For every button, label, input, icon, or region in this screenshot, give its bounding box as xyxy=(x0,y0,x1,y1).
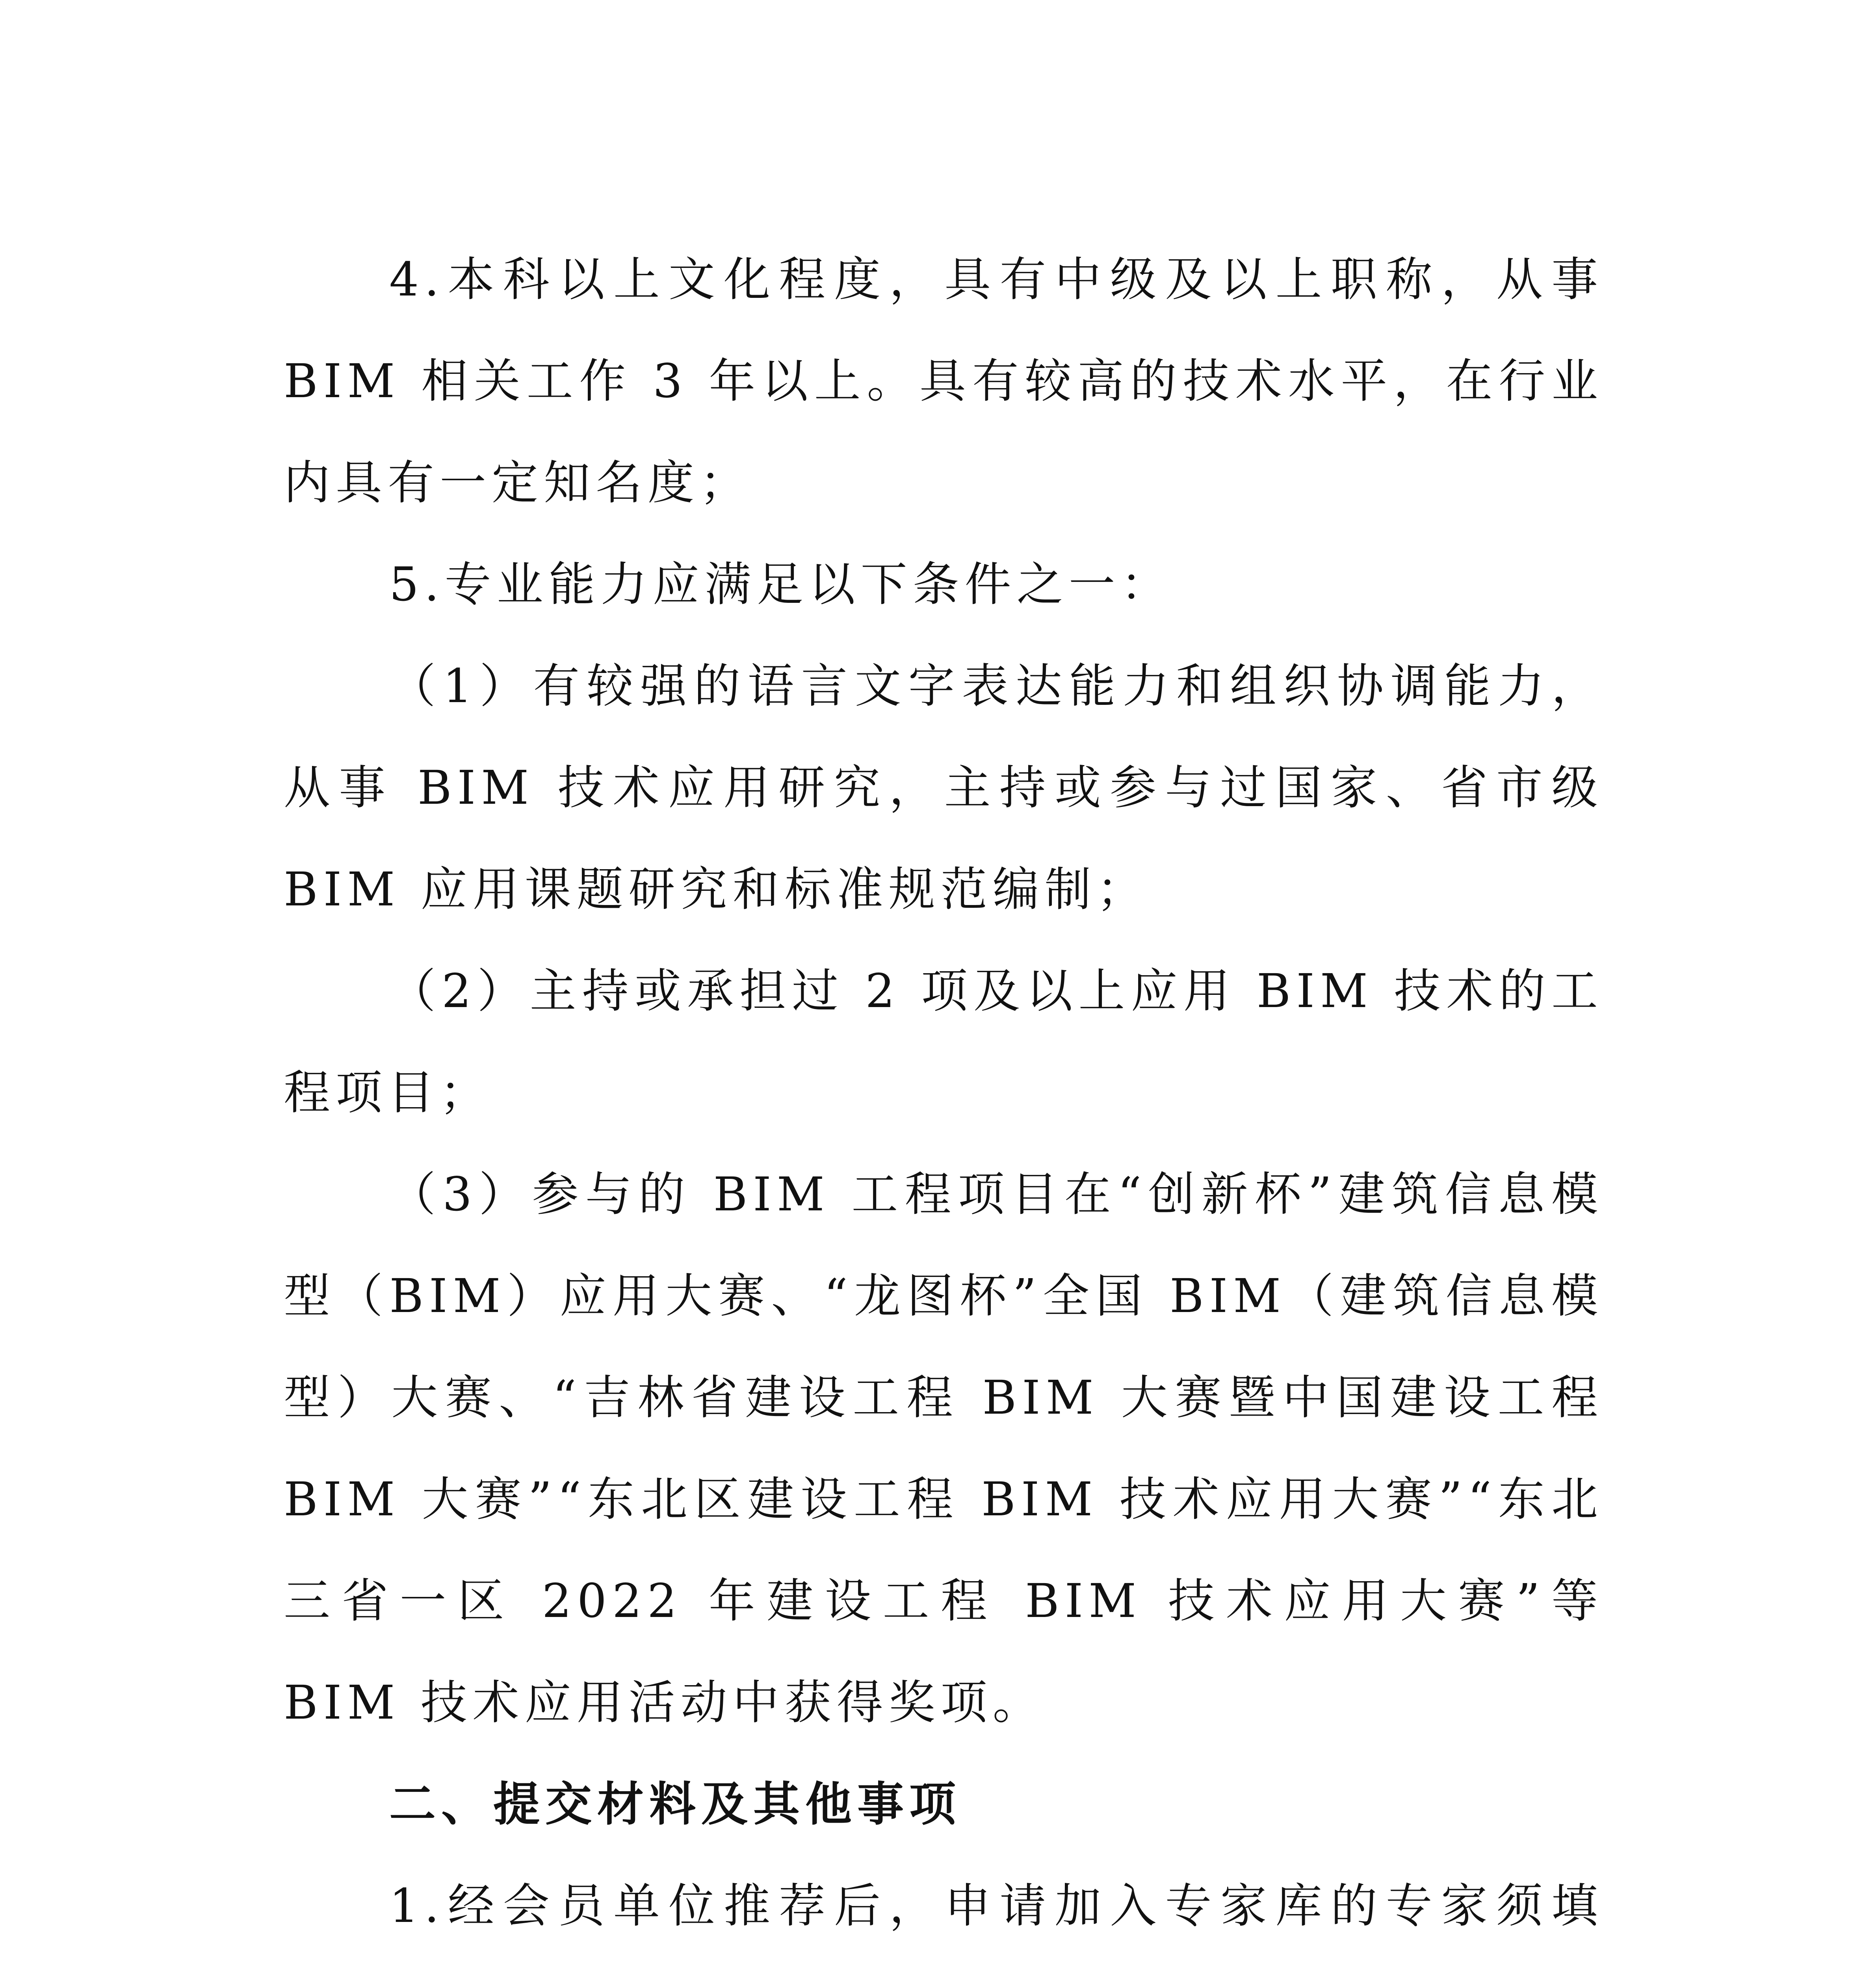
section-heading: 二、提交材料及其他事项 xyxy=(389,1777,962,1831)
paragraph-ability-requirement: 5.专业能力应满足以下条件之一： xyxy=(389,557,1173,611)
document-body xyxy=(284,229,1603,1970)
paragraph-condition-2: （2）主持或承担过 2 项及以上应用 BIM 技术的工程项目； xyxy=(284,964,1603,1120)
paragraph-submission-1: 1.经会员单位推荐后，申请加入专家库的专家须填 xyxy=(389,1879,1603,1933)
paragraph-condition-1: （1）有较强的语言文字表达能力和组织协调能力，从事 BIM 技术应用研究，主持或参与过国家、省市级 BIM 应用课题研究和标准规范编制； xyxy=(284,659,1603,916)
paragraph-condition-3: （3）参与的 BIM 工程项目在“创新杯”建筑信息模型（BIM）应用大赛、“龙图杯”全国 BIM（建筑信息模型）大赛、“吉林省建设工程 BIM 大赛暨中国建设工程 BIM 大赛”“东北区建设工程 BIM 技术应用大赛”“东北三省一区 2022 年建设工程 BIM 技术应用大赛”等 BIM 技术应用活动中获得奖项。 xyxy=(284,1167,1603,1730)
paragraph-education-requirement: 4.本科以上文化程度，具有中级及以上职称，从事 BIM 相关工作 3 年以上。具有较高的技术水平，在行业内具有一定知名度； xyxy=(284,252,1603,510)
